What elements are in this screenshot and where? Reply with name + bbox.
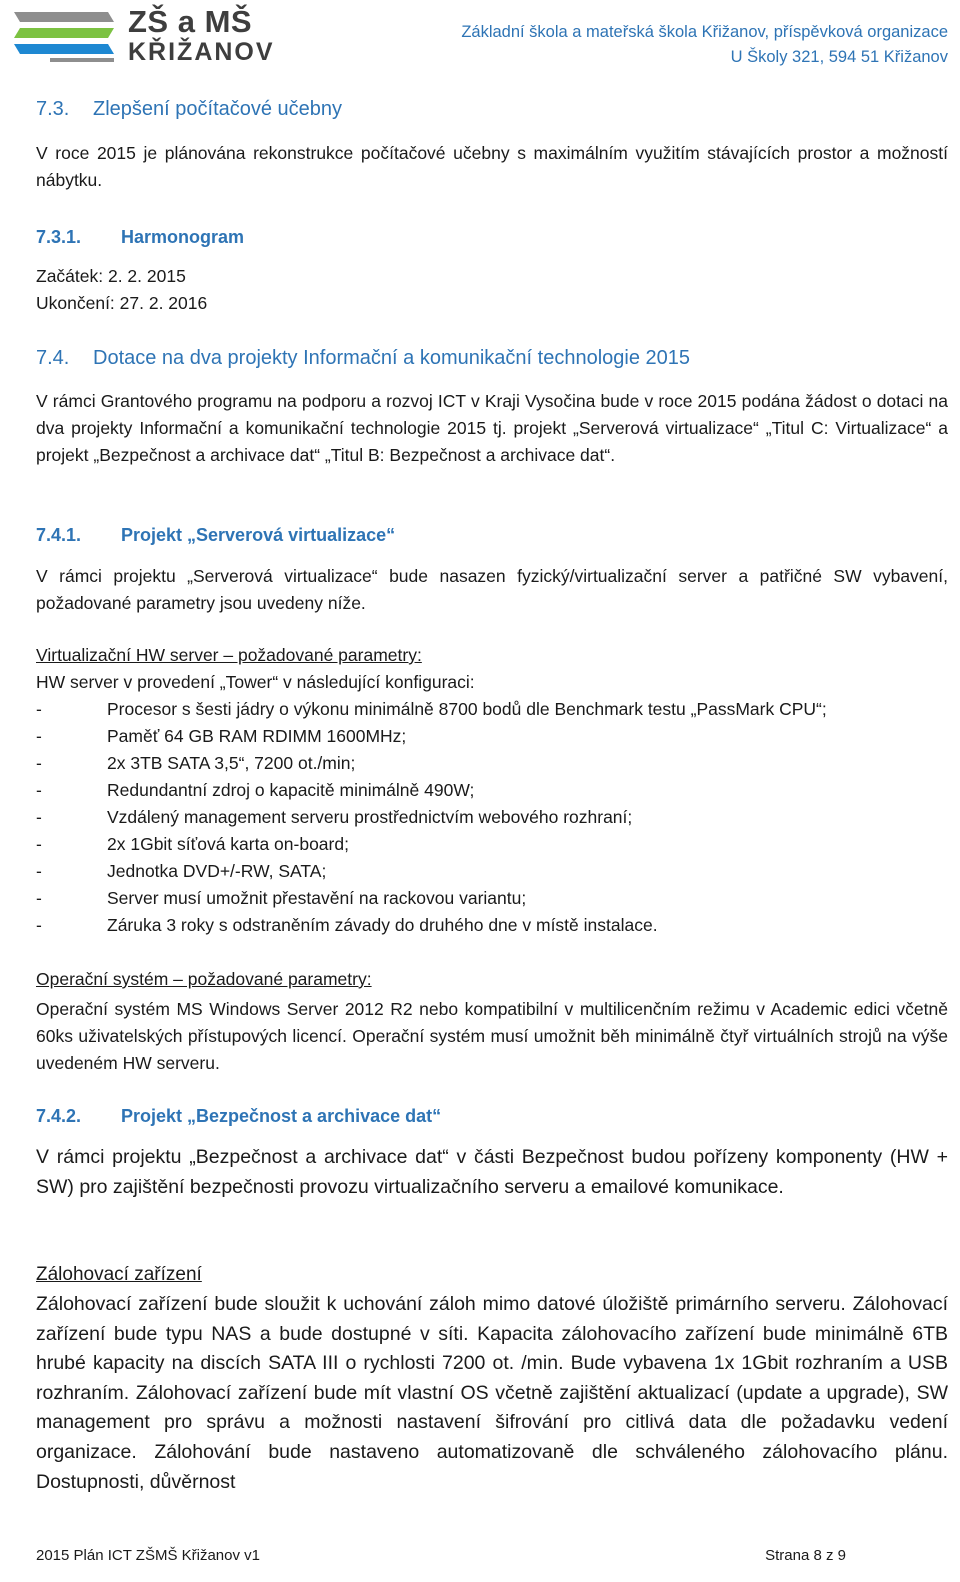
list-item	[36, 888, 526, 909]
page-footer	[36, 1547, 846, 1564]
list-item-text: 2x 1Gbit síťová karta on-board;	[107, 834, 349, 854]
logo-title: ZŠ a MŠ	[128, 4, 253, 39]
section-number: 7.3.	[36, 98, 70, 120]
section-number: 7.4.2.	[36, 1106, 82, 1126]
list-bullet: -	[36, 726, 42, 746]
list-item	[36, 726, 406, 747]
list-bullet: -	[36, 834, 42, 854]
section-number: 7.3.1.	[36, 227, 82, 247]
footer-document-title: 2015 Plán ICT ZŠMŠ Křižanov v1	[36, 1547, 260, 1564]
schedule-start: Začátek: 2. 2. 2015	[36, 266, 186, 286]
organization-address: U Školy 321, 594 51 Křižanov	[730, 48, 948, 66]
section-number: 7.4.1.	[36, 525, 82, 545]
list-item	[36, 699, 827, 720]
section-heading-7-4-1	[36, 525, 395, 546]
os-paragraph: Operační systém MS Windows Server 2012 R2 nebo kompatibilní v multilicenčním režimu v Academic edici včetně 60ks uživatelských přístupových licencí. Operační systém musí umožnit běh minimálně čtyř virtuálních strojů na výše uvedeném HW serveru.	[36, 999, 948, 1073]
list-item	[36, 861, 326, 882]
section-heading-7-4	[36, 347, 690, 370]
section-heading-7-3-1	[36, 227, 244, 248]
section-title: Dotace na dva projekty Informační a komunikační technologie 2015	[93, 347, 691, 369]
section-heading-7-4-2	[36, 1106, 441, 1127]
backup-device-paragraph: Zálohovací zařízení bude sloužit k uchování záloh mimo datové úložiště primárního serveru. Zálohovací zařízení bude typu NAS a bude dostupné v síti. Kapacita zálohovacího zařízení bude minimálně 6TB hrubé kapacity na discích SATA III o rychlosti 7200 ot. /min. Bude vybavena 1x 1Gbit rozhraním a USB rozhraním. Zálohovací zařízení bude mít vlastní OS včetně zajištění aktualizací (update a upgrade), SW management pro správu a možnosti nastavení šifrování pro citlivá data dle požadavku vedení organizace. Zálohování bude nastaveno automatizovaně dle schváleného zálohovacího plánu. Dostupnosti, důvěrnost	[36, 1293, 948, 1493]
list-item	[36, 780, 474, 801]
list-item-text: Paměť 64 GB RAM RDIMM 1600MHz;	[107, 726, 407, 746]
page-header	[0, 0, 960, 80]
list-item	[36, 834, 349, 855]
os-parameters-heading: Operační systém – požadované parametry:	[36, 969, 372, 989]
section-title: Harmonogram	[121, 227, 245, 247]
logo-mark-icon	[10, 8, 120, 64]
list-bullet: -	[36, 780, 42, 800]
paragraph-7-4-2: V rámci projektu „Bezpečnost a archivace dat“ v části Bezpečnost budou pořízeny komponenty (HW + SW) pro zajištění bezpečnosti provozu virtualizačního serveru a emailové komunikace.	[36, 1146, 948, 1198]
list-item	[36, 807, 632, 828]
backup-device-heading: Zálohovací zařízení	[36, 1264, 202, 1285]
section-title: Projekt „Bezpečnost a archivace dat“	[121, 1106, 442, 1126]
list-bullet: -	[36, 861, 42, 881]
paragraph-7-4-1: V rámci projektu „Serverová virtualizace“ bude nasazen fyzický/virtualizační server a patřičné SW vybavení, požadované parametry jsou uvedeny níže.	[36, 566, 948, 613]
list-item-text: Vzdálený management serveru prostřednictvím webového rozhraní;	[107, 807, 633, 827]
list-item-text: Procesor s šesti jádry o výkonu minimálně 8700 bodů dle Benchmark testu „PassMark CPU“;	[107, 699, 827, 719]
list-bullet: -	[36, 807, 42, 827]
organization-name: Základní škola a mateřská škola Křižanov, příspěvková organizace	[461, 23, 948, 41]
section-title: Zlepšení počítačové učebny	[93, 98, 343, 120]
list-item	[36, 753, 355, 774]
section-title: Projekt „Serverová virtualizace“	[121, 525, 396, 545]
list-bullet: -	[36, 699, 42, 719]
paragraph-7-4: V rámci Grantového programu na podporu a rozvoj ICT v Kraji Vysočina bude v roce 2015 podána žádost o dotaci na dva projekty Informační a komunikační technologie 2015 tj. projekt „Serverová virtualizace“ „Titul C: Virtualizace“ a projekt „Bezpečnost a archivace dat“ „Titul B: Bezpečnost a archivace dat“.	[36, 391, 948, 465]
list-item-text: 2x 3TB SATA 3,5“, 7200 ot./min;	[107, 753, 356, 773]
list-item	[36, 915, 658, 936]
hw-parameters-heading: Virtualizační HW server – požadované parametry:	[36, 645, 422, 665]
schedule-end: Ukončení: 27. 2. 2016	[36, 293, 208, 313]
school-logo	[10, 4, 275, 68]
list-item-text: Server musí umožnit přestavění na rackovou variantu;	[107, 888, 527, 908]
section-heading-7-3	[36, 98, 342, 121]
list-bullet: -	[36, 753, 42, 773]
section-number: 7.4.	[36, 347, 70, 369]
hw-intro: HW server v provedení „Tower“ v následující konfiguraci:	[36, 672, 475, 692]
list-item-text: Jednotka DVD+/-RW, SATA;	[107, 861, 327, 881]
footer-page-number: Strana 8 z 9	[765, 1547, 846, 1564]
list-bullet: -	[36, 915, 42, 935]
list-item-text: Redundantní zdroj o kapacitě minimálně 490W;	[107, 780, 475, 800]
organization-info	[461, 20, 948, 70]
list-bullet: -	[36, 888, 42, 908]
paragraph-7-3: V roce 2015 je plánována rekonstrukce počítačové učebny s maximálním využitím stávajících prostor a možností nábytku.	[36, 143, 948, 190]
list-item-text: Záruka 3 roky s odstraněním závady do druhého dne v místě instalace.	[107, 915, 658, 935]
logo-subtitle: KŘIŽANOV	[128, 38, 275, 66]
